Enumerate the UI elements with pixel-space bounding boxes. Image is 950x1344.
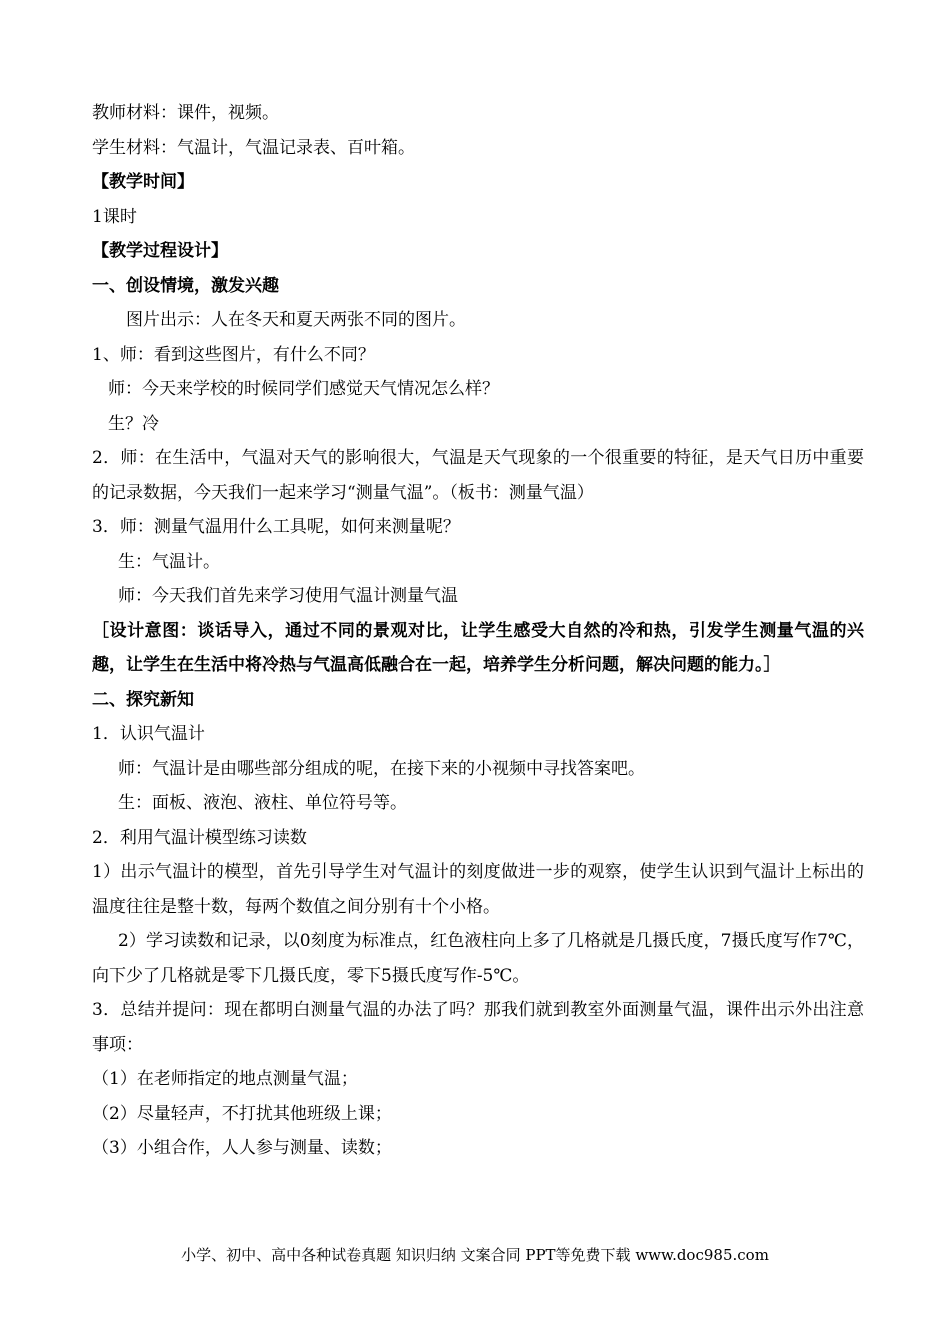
section-heading-process: 【教学过程设计】	[92, 241, 228, 261]
paragraph: 生？冷	[108, 413, 159, 434]
list-item: （1）在老师指定的地点测量气温；	[92, 1069, 358, 1089]
section-heading-time: 【教学时间】	[92, 172, 194, 192]
part-two-heading: 二、探究新知	[92, 689, 194, 710]
paragraph: 1）出示气温计的模型，首先引导学生对气温计的刻度做进一步的观察，使学生认识到气温计上标出的温度往往是整十数，每两个数值之间分别有十个小格。	[92, 862, 864, 917]
document-body	[92, 96, 864, 1166]
paragraph: 师：今天来学校的时候同学们感觉天气情况怎么样？	[108, 379, 499, 399]
design-intent-note: ［设计意图：谈话导入，通过不同的景观对比，让学生感受大自然的冷和热，引发学生测量气温的兴趣，让学生在生活中将冷热与气温高低融合在一起，培养学生分析问题，解决问题的能力。］	[92, 620, 864, 675]
paragraph: 图片出示：人在冬天和夏天两张不同的图片。	[126, 310, 466, 330]
page-footer: 小学、初中、高中各种试卷真题 知识归纳 文案合同 PPT等免费下载 www.doc985.com	[181, 1246, 769, 1264]
paragraph: 2．师：在生活中，气温对天气的影响很大，气温是天气现象的一个很重要的特征，是天气日历中重要的记录数据，今天我们一起来学习“测量气温”。（板书：测量气温）	[92, 448, 864, 503]
paragraph: 3．总结并提问：现在都明白测量气温的办法了吗？那我们就到教室外面测量气温，课件出示外出注意事项：	[92, 1000, 864, 1055]
paragraph: 1、师：看到这些图片，有什么不同？	[92, 344, 375, 365]
class-duration: 1课时	[92, 206, 137, 227]
list-item: （3）小组合作，人人参与测量、读数；	[92, 1138, 392, 1158]
paragraph: 师：气温计是由哪些部分组成的呢，在接下来的小视频中寻找答案吧。	[118, 758, 645, 779]
paragraph: 生：气温计。	[118, 551, 220, 572]
student-materials: 学生材料：气温计，气温记录表、百叶箱。	[92, 137, 415, 158]
part-one-heading: 一、创设情境，激发兴趣	[92, 275, 279, 296]
paragraph: 生：面板、液泡、液柱、单位符号等。	[118, 793, 407, 813]
paragraph: 3．师：测量气温用什么工具呢，如何来测量呢？	[92, 517, 460, 537]
paragraph: 1．认识气温计	[92, 724, 205, 744]
paragraph: 2．利用气温计模型练习读数	[92, 827, 307, 848]
list-item: （2）尽量轻声，不打扰其他班级上课；	[92, 1103, 392, 1124]
paragraph: 2）学习读数和记录，以0刻度为标准点，红色液柱向上多了几格就是几摄氏度，7摄氏度写作7℃，向下少了几格就是零下几摄氏度，零下5摄氏度写作-5℃。	[92, 931, 864, 986]
teacher-materials: 教师材料：课件，视频。	[92, 103, 279, 123]
paragraph: 师：今天我们首先来学习使用气温计测量气温	[118, 586, 458, 606]
